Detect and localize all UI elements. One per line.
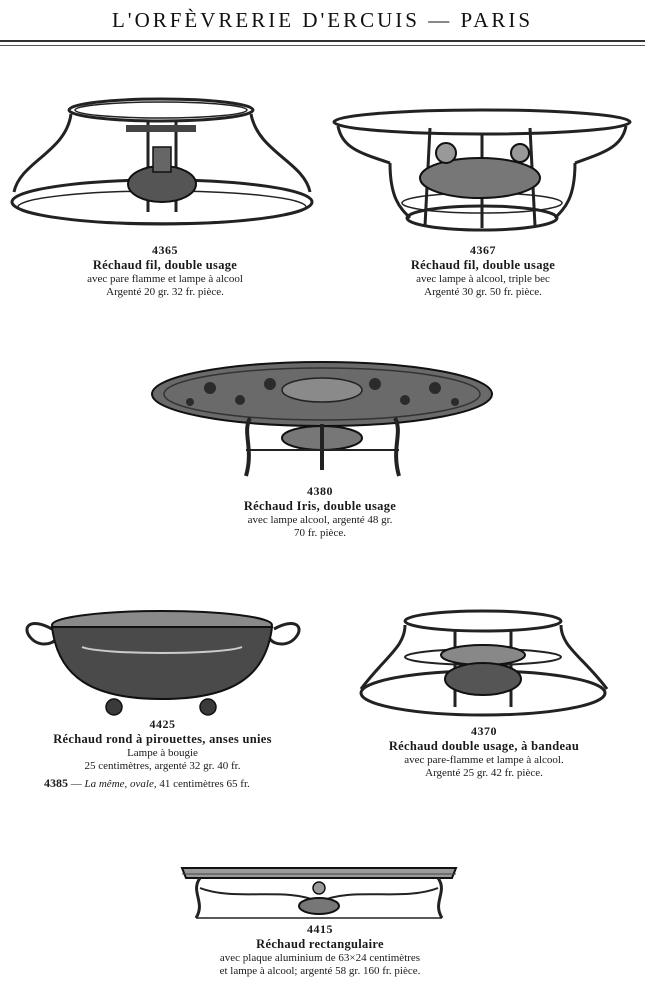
caption-4365 [40,243,290,299]
item-number: 4380 [307,484,333,498]
item-desc: avec pare-flamme et lampe à alcool. [404,754,564,766]
caption-4415 [170,922,470,978]
item-price: et lampe à alcool; argenté 58 gr. 160 fr. pièce. [219,965,421,977]
item-desc: avec pare flamme et lampe à alcool [87,273,243,285]
item-desc: Lampe à bougie [127,747,198,759]
ref-italic: La même, ovale, [84,778,157,790]
header-rule-thin [0,45,645,46]
item-price: Argenté 30 gr. 50 fr. pièce. [424,286,542,298]
item-title: Réchaud rond à pirouettes, anses unies [53,732,272,746]
item-desc: avec lampe alcool, argenté 48 gr. [247,514,393,526]
item-price: Argenté 25 gr. 42 fr. pièce. [425,767,543,779]
ref-dash: — [70,778,82,790]
item-desc: avec lampe à alcool, triple bec [416,273,550,285]
item-title: Réchaud Iris, double usage [243,499,397,513]
item-title: Réchaud fil, double usage [92,258,238,272]
item-title: Réchaud double usage, à bandeau [388,739,580,753]
item-title: Réchaud rectangulaire [256,937,384,951]
illustration-4365 [8,92,318,242]
illustration-4425 [22,607,304,719]
item-price: Argenté 20 gr. 32 fr. pièce. [106,286,224,298]
item-title: Réchaud fil, double usage [410,258,556,272]
item-number: 4365 [152,243,178,257]
caption-4367 [358,243,608,299]
illustration-4367 [330,108,635,238]
caption-4370 [355,724,613,780]
item-number: 4415 [307,922,333,936]
caption-4425 [30,717,295,773]
item-number: 4425 [149,717,176,731]
illustration-4380 [150,358,495,483]
ref-rest: 41 centimètres 65 fr. [159,778,250,790]
page-header: L'ORFÈVRERIE D'ERCUIS — PARIS [111,8,534,32]
illustration-4370 [355,607,613,725]
item-price: 70 fr. pièce. [294,527,346,539]
item-number: 4370 [471,724,497,738]
caption-4380 [195,484,445,540]
ref-number: 4385 [44,776,68,790]
item-desc: avec plaque aluminium de 63×24 centimètres [219,952,421,964]
item-price: 25 centimètres, argenté 32 gr. 40 fr. [84,760,241,772]
illustration-4415 [176,862,462,924]
header-rule [0,40,645,42]
reference-4385 [44,776,304,791]
item-number: 4367 [470,243,496,257]
